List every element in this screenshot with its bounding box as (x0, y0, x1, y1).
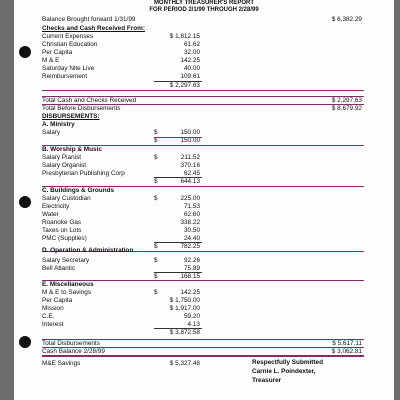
item-label: Salary (42, 129, 61, 136)
binder-hole-top (19, 46, 31, 58)
item-value: 75.89 (184, 265, 200, 272)
dollar-sign: $ (154, 129, 158, 136)
item-label: Salary Organist (42, 162, 87, 169)
item-label: Per Capita (42, 297, 73, 304)
item-value: 30.50 (184, 227, 200, 234)
receipt-label: Saturday Nite Live (42, 65, 95, 72)
section-title: D. Operation & Administration (42, 247, 134, 254)
section-subtotal: 644.13 (180, 178, 200, 185)
total-before-label: Total Before Disbursements (42, 105, 121, 112)
dollar-sign: $ (154, 273, 158, 280)
section-title: B. Worship & Music (42, 146, 102, 153)
balance-forward-label: Balance Brought forward 1/31/99 (42, 16, 136, 23)
receipt-label: Christian Education (42, 41, 98, 48)
receipt-value: 61.62 (184, 41, 200, 48)
binder-hole-middle (19, 196, 31, 208)
receipt-value: 142.25 (180, 57, 200, 64)
item-value: 211.52 (180, 154, 200, 161)
binder-hole-bottom (19, 336, 31, 348)
item-label: Interest (42, 321, 64, 328)
section-subtotal: 150.00 (180, 137, 200, 144)
item-value: 62.45 (184, 170, 200, 177)
signature-line-3: Treasurer (252, 377, 282, 384)
item-value: 338.22 (180, 219, 200, 226)
report-page (14, 0, 394, 400)
total-cash-value: $ 2,297.63 (331, 97, 362, 104)
receipts-subtotal: $ 2,297.63 (169, 82, 200, 89)
disbursements-heading: DISBURSEMENTS: (42, 113, 100, 120)
item-value: $ 1,917.00 (169, 305, 200, 312)
item-value: 142.25 (180, 289, 200, 296)
total-before-value: $ 8,679.92 (331, 105, 362, 112)
closing-rule (42, 355, 364, 357)
item-value: 150.00 (180, 129, 200, 136)
item-value: 92.26 (184, 257, 200, 264)
report-period: FOR PERIOD 2/1/99 THROUGH 2/28/99 (149, 7, 259, 13)
item-label: Water (42, 211, 59, 218)
section-title: A. Ministry (42, 121, 75, 128)
dollar-sign: $ (154, 154, 158, 161)
item-value: 71.53 (184, 203, 200, 210)
dollar-sign: $ (154, 243, 158, 250)
item-value: 24.40 (184, 235, 200, 242)
receipt-value: 32.00 (184, 49, 200, 56)
item-label: Bell Atlantic (42, 265, 76, 272)
receipt-label: Current Expenses (42, 33, 94, 40)
item-label: Salary Pianist (42, 154, 82, 161)
item-value: 62.60 (184, 211, 200, 218)
item-value: $ 1,750.00 (169, 297, 200, 304)
cash-balance-label: Cash Balance 2/28/99 (42, 348, 105, 355)
receipt-value: 40.00 (184, 65, 200, 72)
cash-balance-value: $ 3,062.81 (331, 348, 362, 355)
signature-line-2: Carnie L. Poindexter, (252, 368, 316, 375)
item-label: Taxes on Lots (42, 227, 82, 234)
item-value: 59.20 (184, 313, 200, 320)
total-cash-label: Total Cash and Checks Received (42, 97, 137, 104)
section-title: E. Miscellaneous (42, 281, 94, 288)
dollar-sign: $ (154, 195, 158, 202)
report-title: MONTHLY TREASURER'S REPORT (153, 0, 255, 6)
item-label: M & E to Savings (42, 289, 92, 296)
item-label: Electricity (42, 203, 70, 210)
item-value: 4.13 (187, 321, 200, 328)
receipt-label: Reimbursement (42, 73, 88, 80)
item-label: Salary Secretary (42, 257, 90, 264)
section-title: C. Buildings & Grounds (42, 187, 115, 194)
item-label: Roanoke Gas (42, 219, 82, 226)
item-label: Salary Custodian (42, 195, 91, 202)
receipt-value: $ 1,812.15 (169, 33, 200, 40)
receipt-value: 109.61 (180, 73, 200, 80)
section-subtotal: 782.25 (180, 243, 200, 250)
receipts-heading: Checks and Cash Received From: (42, 25, 145, 32)
savings-label: M&E Savings (42, 360, 81, 367)
section-subtotal: 168.15 (180, 273, 200, 280)
subtotal-rule (154, 137, 202, 138)
dollar-sign: $ (154, 137, 158, 144)
savings-value: $ 5,327.48 (169, 360, 200, 367)
section-subtotal: $ 3,872.58 (169, 329, 200, 336)
dollar-sign: $ (154, 178, 158, 185)
item-value: 370.16 (180, 162, 200, 169)
total-disbursements-label: Total Disbursements (42, 340, 100, 347)
total-disbursements-value: $ 5,617.11 (332, 340, 362, 347)
receipt-label: Per Capita (42, 49, 73, 56)
item-label: Presbyterian Publishing Corp (42, 170, 125, 177)
dollar-sign: $ (154, 257, 158, 264)
item-value: 225.00 (180, 195, 200, 202)
balance-forward-value: $ 6,382.29 (331, 16, 362, 23)
dollar-sign: $ (154, 289, 158, 296)
signature-line-1: Respectfully Submitted (252, 359, 324, 366)
item-label: C.E. (42, 313, 55, 320)
item-label: PMC (Supplies) (42, 235, 87, 242)
section-divider (42, 90, 364, 91)
item-label: Mission (42, 305, 64, 312)
receipt-label: M & E (42, 57, 60, 64)
